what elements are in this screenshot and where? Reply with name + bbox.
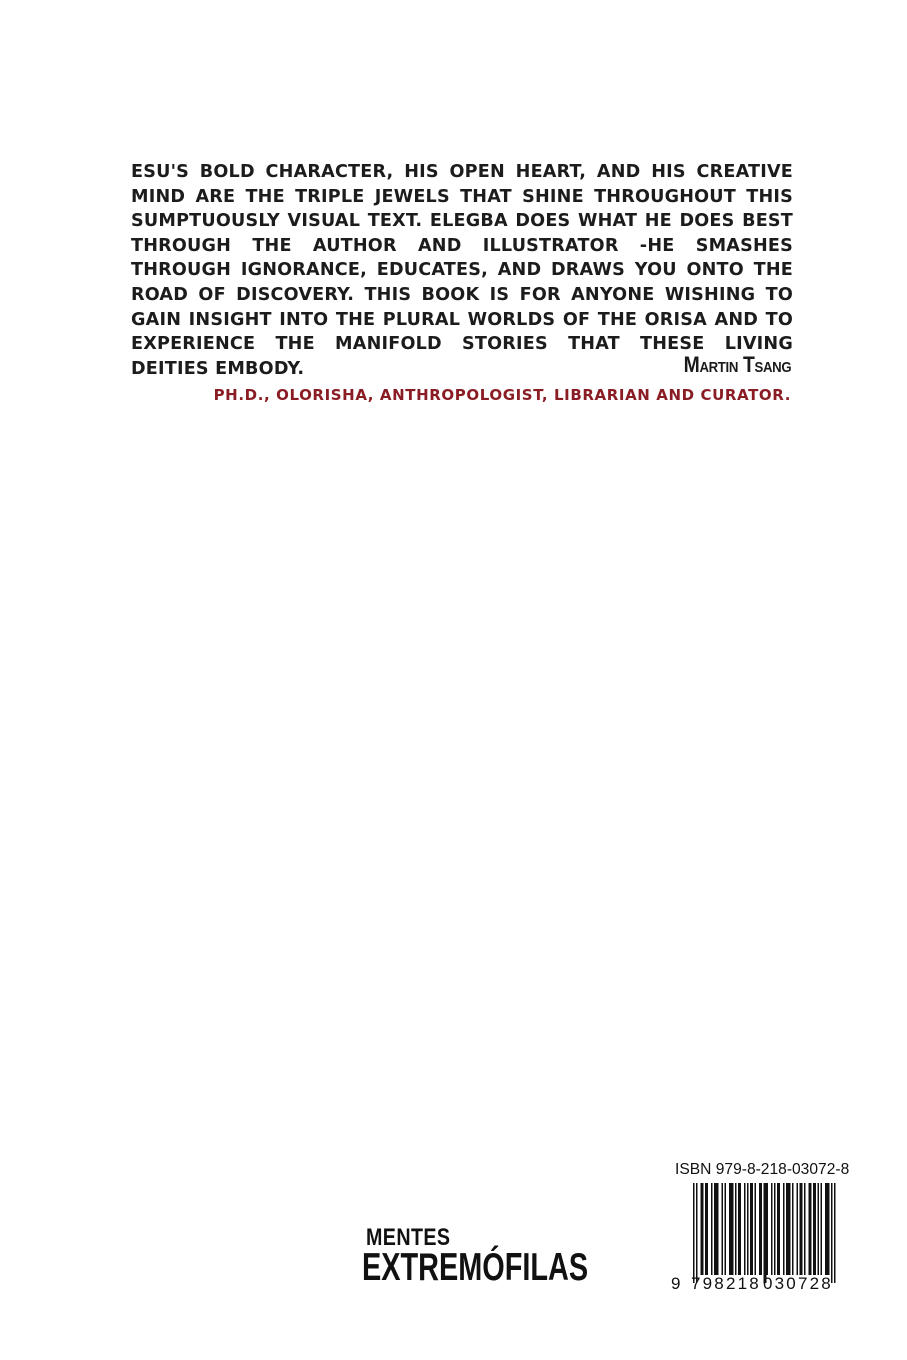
publisher-logo <box>362 1224 589 1306</box>
publisher-logo-line2: EXTREMÓFILAS <box>362 1246 589 1289</box>
endorser-name: Martin Tsang <box>683 352 791 377</box>
isbn-label: ISBN 979-8-218-03072-8 <box>675 1161 850 1178</box>
endorser-credentials: PH.D., OLORISHA, ANTHROPOLOGIST, LIBRARIAN AND CURATOR. <box>213 386 791 404</box>
barcode-icon <box>665 1183 845 1283</box>
publisher-logo-line1: MENTES <box>366 1224 451 1251</box>
endorsement-quote: ESU'S BOLD CHARACTER, HIS OPEN HEART, AND HIS CREATIVE MIND ARE THE TRIPLE JEWELS THAT SHINE THROUGHOUT THIS SUMPTUOUSLY VISUAL TEXT. ELEGBA DOES WHAT HE DOES BEST THROUGH THE AUTHOR AND ILLUSTRATOR -HE SMASHES THROUGH IGNORANCE, EDUCATES, AND DRAWS YOU ONTO THE ROAD OF DISCOVERY. THIS BOOK IS FOR ANYONE WISHING TO GAIN INSIGHT INTO THE PLURAL WORLDS OF THE ORISA AND TO EXPERIENCE THE MANIFOLD STORIES THAT THESE LIVING DEITIES EMBODY. <box>131 162 793 379</box>
isbn-barcode-block <box>665 1155 850 1305</box>
barcode-digits-right: 030728 <box>763 1274 833 1293</box>
barcode-digit-lead: 9 <box>671 1274 681 1293</box>
barcode-digits-left: 798218 <box>691 1274 761 1293</box>
barcode-digits <box>665 1274 845 1296</box>
